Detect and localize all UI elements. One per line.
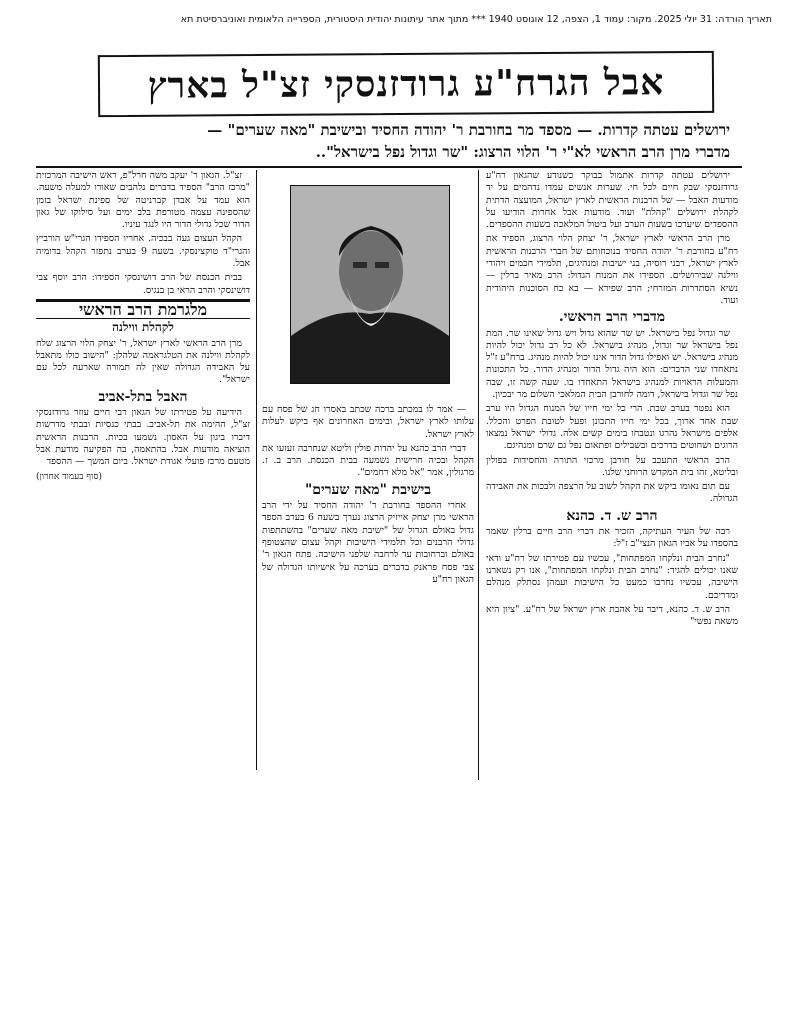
article-paragraph: עם תום נאומו ביקש את הקהל לשוב על הרצפה ולבכות את האבידה הגדולה. (486, 481, 738, 505)
section-heading: בישיבת "מאה שערים" (304, 481, 432, 498)
article-paragraph: זצ"ל. הגאון ר' יעקב משה חרל"פ, ראש הישיבה המרכזית "מרכז הרב" הספיד בדברים נלהבים שאורו למעלה משעה. הוא עמד על אבדן קברניטה של ספינת ישראל בזמן שהספינה עצמה מטורפת בלב ימים ועל סילוקו של גאון הדור שכל גדולי הדור היו לנגד עיניו. (36, 170, 250, 231)
section-heading: הרב ש. ד. כהנא (566, 507, 658, 524)
article-paragraph: רבה של העיר העתיקה, הזכיר את דברי הרב חיים ברלין שאמר בהספדו על אביו הגאון הנצי"ב ז"ל: (486, 526, 738, 550)
article-paragraph: הידיעה על פטירתו של הגאון רבי חיים עוזר גרודזנסקי זצ"ל, ההימה את תל-אביב. בבתי כנסיות ובבתי מדרשות דיברו ביגון על האסון. נשמעו בכיות. הרבנות הראשית הוציאה מודעות אבל. בהתאמה, בה הפקיעה מודעת אבל מטעם מרכז פועלי אגודת ישראל. ביום המשך — ההספד (36, 407, 250, 468)
subheadline-1: ירושלים עטתה קדרות. — מספד מר בחורבת ר' יהודה החסיד ובישיבת "מאה שערים" — (207, 121, 730, 139)
article-paragraph: הרב ש. ד. כהנא, דיבר על אהבת ארץ ישראל של רח"ע. "ציון היא משאת נפשי" (486, 603, 738, 628)
article-paragraph: — אמר לו במכתב ברכה שכתב באסרו חג של פסח עם עלותו לארץ ישראל, ובימים האחרונים אף ביקש לעלות לארץ ישראל. (262, 404, 474, 440)
article-paragraph: הוא נפטר בערב שבת. הרי כל ימי חייו של המנוח הגדול היו ערב שבת אחד ארוך, בכל ימי חייו התכונן ופעל לטובת הפרט והכלל. אלפים מישראל נהרגו ונטבחו בימים קשים אלה. גדולי ישראל נמצאו הרוגים ושחוטים בדרכים ובשבילים ופתאום נפל גם שרם ומנהיגם. (486, 403, 738, 452)
column-middle (262, 404, 474, 768)
article-paragraph: הרב הראשי התעכב על חורבן מרכזי התורה והחסידות בפולין ובליטא, זהו בית המקדש הרוחני שלנו. (486, 454, 738, 478)
subheadline-2: מדברי מרן הרב הראשי לא"י ר' הלוי הרצוג: "שר וגדול נפל בישראל".. (315, 143, 730, 161)
article-paragraph: שר וגדול נפל בישראל. יש שר שהוא גדול ויש גדול שאינו שר. המת נפל בישראל שר וגדול, מנהיג בישראל. לא כל רב גדול יכול להיות מנהיג בישראל. יש ואפילו גדול הדור אינו יכול להיות מנהיג. ברח"ע ז"ל נתאחדו שני הדברים: הוא היה גדול הדור ומנהיג הדור. כל התכונות והמעלות הראויות למנהיג בישראל התאחדו בו. שעה קשה זו, שבה נפל שר וגדול בישראל, דומה לחורבן הבית המלאכי השלום מר יבכיון. (486, 327, 738, 401)
source-meta-line: תאריך הורדה: 31 יולי 2025. מקור: עמוד 1, הצפה, 12 אוגוסט 1940 *** מתוך אתר עיתונות יהודית היסטורית, הספרייה הלאומית ואוניברסיטת תא (180, 14, 772, 25)
column-divider (256, 170, 257, 770)
column-left (36, 170, 250, 770)
column-right (486, 170, 738, 1008)
telegram-headline: מלגרמת הרב הראשי (36, 299, 250, 319)
main-headline: אבל הגרח"ע גרודזנסקי זצ"ל בארץ (98, 51, 714, 117)
rabbi-portrait-photo (290, 185, 450, 384)
continued-note: (סוף בעמוד אחרון) (36, 471, 102, 482)
article-paragraph: מרן הרב הראשי לארץ ישראל, ר' יצחק הלוי הרצוג שלח לקהלת ווילנה את הטלגראמה שלהלן: "הישוב כולו מתאבל על האבידה הגדולה שאין לה תמורה שארעה לכל עם ישראל". (36, 337, 250, 386)
article-paragraph: ירושלים עטתה קדרות אתמול בבוקר כשנודע שהגאון רח"ע גרודזנסקי שבק חיים לכל חי. שערות אנשים עמדו נדהמים על יד מודעות האבל — של הרבנות הראשית לארץ ישראל, המועצה הדתית לקהלת ירושלים "קהלת" ועוד. מודעות אבל אחרות הודיעו על ההספדים שיערכו בשעות הערב ועל ביטול המלאכה בשעות ההספדים. (486, 170, 738, 231)
section-heading: האבל בתל-אביב (98, 388, 188, 405)
header-divider (36, 166, 742, 168)
column-divider (478, 170, 479, 780)
article-paragraph: "נחרב הבית ונלקחו המפתחות", עכשיו עם פטירתו של רח"ע ודאי שאנו יכולים להגיד: "נחרב הבית ונלקחו המפתחות", אנו רק נשארנו הישיבה, עכשיו נחרבו כמעט כל הישיבות ועמהן נסתלק מנהלם ומדריכם. (486, 552, 738, 601)
article-paragraph: מרן הרב הראשי לארץ ישראל, ר' יצחק הלוי הרצוג, הספיד את רח"ע בחורבת ר' יהודה החסיד בנוכחותם של חברי הרבנות הראשית לארץ ישראל, רבני רוסיה, בני ישיבות ומנהיגים, תלמידי חכמים ויהודי ווילנה שבירושלים. הספידו את המנוח הגדול: הרב מאיר ברלין — נשיא הסתדרות המזרחי; הרב שפירא — בא כח הסוכנות היהודית ועוד. (486, 233, 738, 306)
article-paragraph: הקהל העצום געה בבכיה. אחריו הספידו הגרי"ש הורביץ והגרי"ד טוקצינסקי. בשעה 9 בערב נתפזר הקהל בדומיה אבל. (36, 233, 250, 270)
article-paragraph: דברי הרב כהנא על יהדות פולין וליטא שנחרבה זעזעו את הקהל ובכיה חרישית נשמעה בבית הכנסת. הרב ב. ז. מרגולין, אמר "אל מלא רחמים". (262, 442, 474, 479)
telegram-subheadline: לקהלת ווילנה (112, 320, 174, 335)
article-paragraph: אחרי ההספד בחורבת ר' יהודה החסיד על ידי הרב הראשי מרן יצחק אייזיק הרצוג נערך בשעה 6 בערב הספד גדול באולם הגדול של "ישיבת מאה שערים" בהשתתפות גדולי הרבנים וכל תלמידי הישיבות וקהל עצום שהצטופף באולם וברחובות עד לרחבה שלפני הישיבה. פתח הגאון ר' צבי פסח פראנק בדברים בערכה על אישיותו הגדולה של הגאון רח"ע (262, 500, 474, 585)
section-heading: מדברי הרב הראשי. (558, 309, 666, 326)
article-paragraph: בבית הכנסת של הרב דושינסקי הספידו: הרב יוסף צבי דושינסקי והרב הראי בן בנגיס. (36, 272, 250, 296)
portrait-illustration (291, 186, 449, 383)
